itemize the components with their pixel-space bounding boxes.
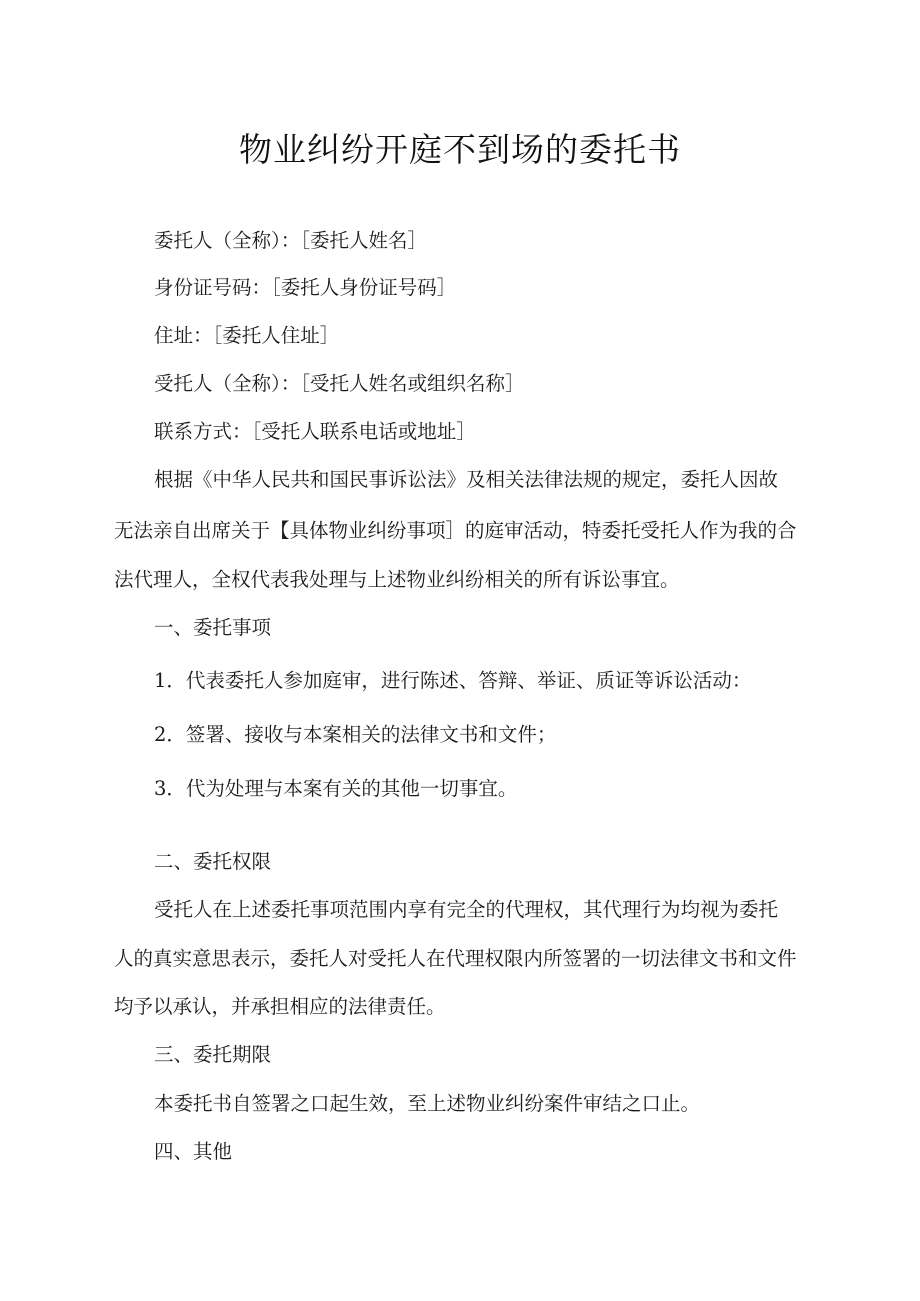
- matter-item-2: 2．签署、接收与本案相关的法律文书和文件；: [154, 723, 557, 746]
- principal-id-line: 身份证号码：［委托人身份证号码］: [154, 276, 457, 299]
- principal-name-line: 委托人（全称）：［委托人姓名］: [154, 229, 428, 252]
- section-heading-matters: 一、委托事项: [154, 616, 272, 639]
- document-title: 物业纠纷开庭不到场的委托书: [239, 130, 681, 169]
- authority-paragraph-line-3: 均予以承认，并承担相应的法律责任。: [114, 995, 446, 1018]
- intro-paragraph-line-1: 根据《中华人民共和国民事诉讼法》及相关法律法规的规定，委托人因故: [154, 468, 779, 491]
- section-heading-other: 四、其他: [154, 1140, 233, 1163]
- section-heading-term: 三、委托期限: [154, 1043, 272, 1066]
- authority-paragraph-line-1: 受托人在上述委托事项范围内享有完全的代理权，其代理行为均视为委托: [154, 898, 779, 921]
- principal-address-line: 住址：［委托人住址］: [154, 324, 340, 347]
- authority-paragraph-line-2: 人的真实意思表示，委托人对受托人在代理权限内所签署的一切法律文书和文件: [114, 947, 797, 970]
- agent-contact-line: 联系方式：［受托人联系电话或地址］: [154, 420, 476, 443]
- intro-paragraph-line-3: 法代理人，全权代表我处理与上述物业纠纷相关的所有诉讼事宜。: [114, 568, 680, 591]
- section-heading-authority: 二、委托权限: [154, 850, 272, 873]
- intro-paragraph-line-2: 无法亲自出席关于【具体物业纠纷事项］的庭审活动，特委托受托人作为我的合: [114, 519, 797, 542]
- term-paragraph: 本委托书自签署之口起生效，至上述物业纠纷案件审结之口止。: [154, 1092, 701, 1115]
- agent-name-line: 受托人（全称）：［受托人姓名或组织名称］: [154, 372, 525, 395]
- matter-item-1: 1．代表委托人参加庭审，进行陈述、答辩、举证、质证等诉讼活动：: [154, 669, 752, 692]
- matter-item-3: 3．代为处理与本案有关的其他一切事宜。: [154, 777, 518, 800]
